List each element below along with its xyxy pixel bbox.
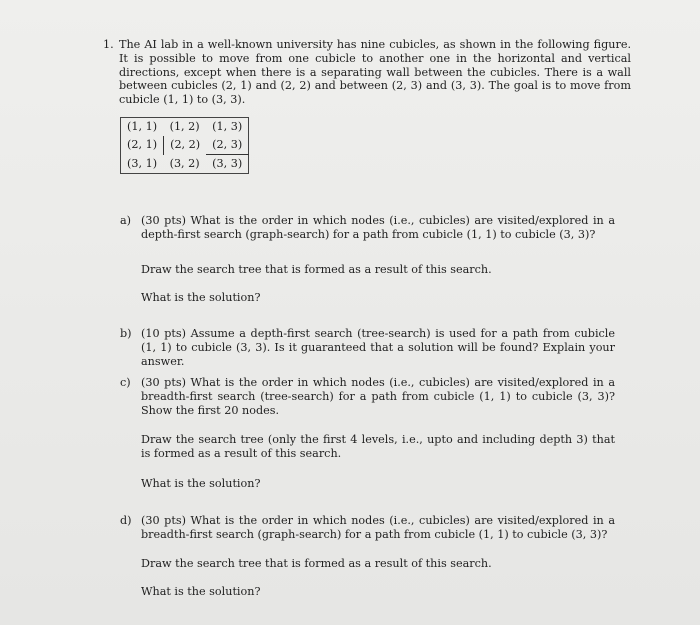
part-c-draw-instruction: Draw the search tree (only the first 4 levels, i.e., upto and including depth 3) that is formed as a result of this search. [141, 433, 615, 460]
question-number: 1. [103, 38, 114, 51]
grid-cell: (1, 2) [169, 120, 200, 133]
part-text: (10 pts) Assume a depth-first search (tree-search) is used for a path from cubicle (1, 1) to cubicle (3, 3). Is it guaranteed that a solution will be found? Explain your answer. [141, 327, 615, 368]
part-a-solution-prompt: What is the solution? [141, 291, 261, 304]
grid-cell: (2, 3) [206, 136, 249, 155]
grid-cell: (2, 2) [170, 138, 201, 152]
part-text: (30 pts) What is the order in which nodes (i.e., cubicles) are visited/explored in a depth-first search (graph-search) for a path from cubicle (1, 1) to cubicle (3, 3)? [141, 214, 615, 241]
part-label: d) [120, 514, 132, 527]
part-c-solution-prompt: What is the solution? [141, 477, 261, 490]
grid-cell: (2, 1) [121, 136, 164, 155]
part-text: (30 pts) What is the order in which nodes (i.e., cubicles) are visited/explored in a breadth-first search (tree-search) for a path from cubicle (1, 1) to cubicle (3, 3)? Show the first 20 nodes. [141, 376, 615, 417]
part-label: b) [120, 327, 132, 340]
part-d-solution-prompt: What is the solution? [141, 585, 261, 598]
grid-cell: (1, 3) [212, 120, 243, 133]
part-a-draw-instruction: Draw the search tree that is formed as a result of this search. [141, 263, 492, 276]
grid-row [121, 136, 249, 155]
part-label: c) [120, 376, 131, 389]
grid-row [121, 155, 249, 174]
grid-cell: (3, 2) [169, 156, 200, 170]
question-text: The AI lab in a well-known university has nine cubicles, as shown in the following figure. It is possible to move from one cubicle to another one in the horizontal and vertical directions, except when there is a separating wall between the cubicles. There is a wall between cubicles (2, 1) and (2, 2) and between (2, 3) and (3, 3). The goal is to move from cubicle (1, 1) to (3, 3). [119, 38, 631, 107]
part-d-draw-instruction: Draw the search tree that is formed as a result of this search. [141, 557, 492, 570]
grid-row [121, 118, 249, 137]
cubicle-grid [120, 117, 249, 174]
part-text: (30 pts) What is the order in which nodes (i.e., cubicles) are visited/explored in a breadth-first search (graph-search) for a path from cubicle (1, 1) to cubicle (3, 3)? [141, 514, 615, 541]
grid-cell: (3, 1) [127, 156, 158, 170]
grid-cell: (1, 1) [127, 120, 158, 133]
grid-cell: (3, 3) [212, 157, 243, 170]
part-label: a) [120, 214, 132, 227]
